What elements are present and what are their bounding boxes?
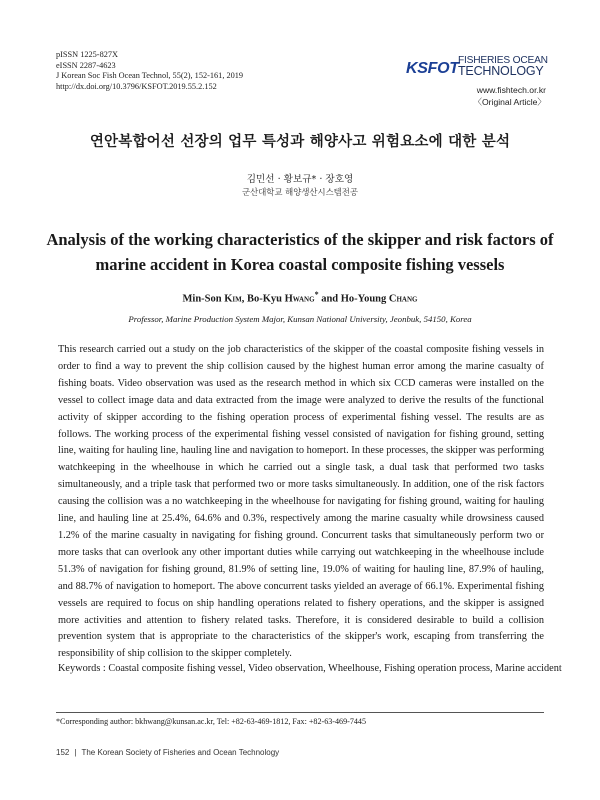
author3-given: Ho-Young [340,293,389,305]
korean-title: 연안복합어선 선장의 업무 특성과 해양사고 위험요소에 대한 분석 [89,134,511,150]
author1-family: Kim [224,293,242,305]
author3-family: Chang [388,293,418,305]
english-authors [0,290,600,305]
page-footer [56,748,279,757]
article-type: 〈Original Article〉 [473,97,546,107]
english-affiliation: Professor, Marine Production System Major, Kunsan National University, Jeonbuk, 54150, Korea [128,314,472,324]
author2-family: Hwang [284,293,315,305]
korean-authors: 김민선 · 황보규* · 장호영 [246,174,354,185]
page-number: 152 [56,748,70,757]
author-and: and [318,293,341,305]
english-title [40,227,560,277]
journal-name-line2: TECHNOLOGY [458,64,544,79]
author1-given: Min-Son [182,293,225,305]
ksfot-logo: KSFOT [406,60,459,77]
author-separator: , [241,293,247,305]
journal-url[interactable]: www.fishtech.or.kr [476,85,546,95]
footnote-divider [56,712,544,713]
abstract: This research carried out a study on the job characteristics of the skipper of the coastal composite fishing vessels in order to find a way to prevent the ship collision caused by the highest human error among the marine casualty of fishing boats. Video observation was used as the research method in which six CCD cameras were installed on the vessel to collect image data and data extracted from the image were analyzed to derive the results of the functional activity of skipper according to the fishing operation process of experimental fishing vessel. The results are as follows. The working process of the experimental fishing vessel consisted of navigation for fishing ground, setting line, waiting for hauling line, hauling line and navigation to homeport. In these processes, the skipper was performing watchkeeping in the wheelhouse in which he carried out a single task, a dual task that performed two tasks simultaneously, and a triple task that performed two or more tasks simultaneously. In addition, one of the risk factors causing the collision was a no watchkeeping in the wheelhouse for navigating for fishing ground, waiting for hauling line, and hauling line at 25.4%, 64.6% and 0.3%, respectively among the marine casualty while drowsiness caused 1.2% of the marine casualty in navigating for fishing ground. Concurrent tasks that simultaneously perform two or more tasks that can overlook any other important duties while carrying out watchkeeping in the wheelhouse include 51.3% of navigation for fishing ground, 81.9% of setting line, 19.0% of waiting for hauling line, 87.9% of hauling, and 88.7% of navigation to homeport. The above concurrent tasks yielded an average of 66.1%. Experimental fishing vessels are required to focus on ship handling operations related to fishery operations, and the skipper is assigned more activities and attention to fishery related tasks. Therefore, it is considered desirable to build a collision prevention system that is appropriate to the characteristics of the skipper's work, escaping from transferring the responsibility of ship collision to the skipper completely. [58,344,544,660]
journal-metadata [56,50,243,92]
author2-given: Bo-Kyu [246,293,285,305]
korean-affiliation: 군산대학교 해양생산시스템전공 [242,187,358,197]
pissn: pISSN 1225-827X [56,50,118,59]
english-title-line1: Analysis of the working characteristics of the skipper and risk factors of [46,230,554,249]
eissn: eISSN 2287-4623 [56,60,116,70]
english-title-line2: marine accident in Korea coastal composite fishing vessels [95,255,505,274]
corresponding-author-footnote: *Corresponding author: bkhwang@kunsan.ac.kr, Tel: +82-63-469-1812, Fax: +82-63-469-7445 [56,717,367,726]
citation: J Korean Soc Fish Ocean Technol, 55(2), 152-161, 2019 [56,71,244,81]
keywords: Keywords : Coastal composite fishing vessel, Video observation, Wheelhouse, Fishing operation process, Marine accident [58,663,562,674]
footer-separator: | [74,748,77,757]
journal-name [458,56,548,77]
corresponding-mark: * [314,290,319,299]
society-name: The Korean Society of Fisheries and Ocean Technology [81,748,280,757]
journal-name-line1: FISHERIES OCEAN [458,55,548,66]
doi-link[interactable]: http://dx.doi.org/10.3796/KSFOT.2019.55.2.152 [56,81,217,91]
